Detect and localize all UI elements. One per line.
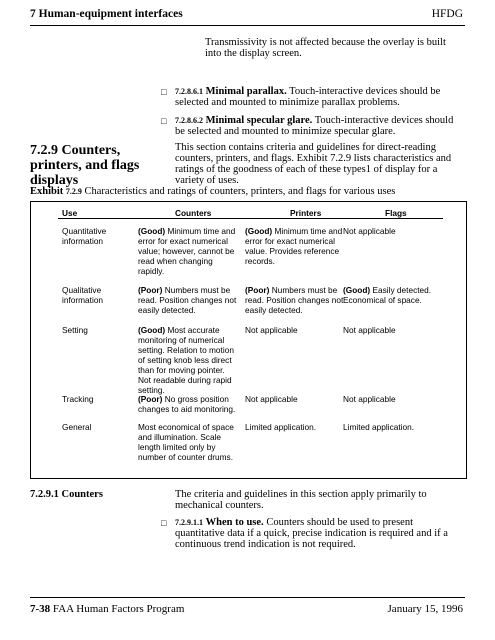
cell-text: No gross position changes to aid monitoring. bbox=[138, 394, 236, 414]
exhibit-number: 7.2.9 bbox=[65, 187, 82, 196]
table-cell-flags bbox=[343, 394, 453, 404]
cell-text: Limited application. bbox=[245, 422, 317, 432]
col-header-printers: Printers bbox=[290, 208, 322, 218]
exhibit-caption bbox=[30, 186, 470, 197]
table-cell-counters bbox=[138, 285, 238, 315]
rating-label: (Poor) bbox=[138, 394, 163, 404]
cell-text: Not applicable bbox=[343, 394, 396, 404]
col-header-flags: Flags bbox=[385, 208, 407, 218]
table-cell-flags bbox=[343, 226, 453, 236]
table-cell-flags bbox=[343, 422, 453, 432]
cell-text: Limited application. bbox=[343, 422, 415, 432]
subsection-heading: 7.2.9.1 Counters bbox=[30, 489, 103, 500]
col-header-use: Use bbox=[62, 208, 78, 218]
cell-text: Not applicable bbox=[245, 325, 298, 335]
footer-program: FAA Human Factors Program bbox=[52, 603, 185, 615]
running-header-right: HFDG bbox=[431, 8, 463, 20]
table-cell-printers bbox=[245, 285, 345, 315]
table-cell-printers bbox=[245, 325, 345, 335]
guideline-number: 7.2.9.1.1 bbox=[175, 518, 203, 527]
subsection-text: The criteria and guidelines in this section apply primarily to mechanical counters. bbox=[175, 489, 427, 511]
table-cell-printers bbox=[245, 226, 345, 266]
exhibit-label: Exhibit bbox=[30, 186, 64, 197]
guideline-minimal-glare bbox=[175, 115, 455, 137]
table-cell-use: Qualitative information bbox=[62, 285, 104, 305]
cell-text: Not applicable bbox=[245, 394, 298, 404]
rating-label: (Good) bbox=[138, 325, 166, 335]
guideline-title: Minimal specular glare. bbox=[205, 115, 313, 126]
guideline-text: Touch-interactive devices should be selected and mounted to minimize specular glare. bbox=[175, 115, 454, 137]
guideline-when-to-use bbox=[175, 517, 460, 550]
table-cell-flags bbox=[343, 285, 453, 305]
footer-left bbox=[30, 603, 184, 615]
page-number: 7-38 bbox=[30, 603, 51, 615]
header-rule bbox=[30, 25, 465, 26]
exhibit-caption-text: Characteristics and ratings of counters, printers, and flags for various uses bbox=[84, 186, 396, 197]
cell-text: Numbers must be read. Position changes not easily detected. bbox=[138, 285, 237, 315]
checkbox-icon: □ bbox=[161, 116, 167, 126]
cell-text: Most economical of space and illumination. Scale length limited only by number of counter drums. bbox=[138, 422, 234, 462]
cell-text: Easily detected. Economical of space. bbox=[343, 285, 432, 305]
guideline-title: When to use. bbox=[205, 517, 264, 528]
cell-text: Not applicable bbox=[343, 325, 396, 335]
rating-label: (Good) bbox=[138, 226, 166, 236]
checkbox-icon: □ bbox=[161, 518, 167, 528]
col-header-counters: Counters bbox=[175, 208, 212, 218]
cell-text: Minimum time and error for exact numerical value; however, cannot be read when changing rapidly. bbox=[138, 226, 236, 276]
table-cell-counters bbox=[138, 422, 238, 462]
table-cell-use: Tracking bbox=[62, 394, 94, 404]
rating-label: (Good) bbox=[245, 226, 273, 236]
table-cell-counters bbox=[138, 325, 238, 395]
rating-label: (Good) bbox=[343, 285, 371, 295]
cell-text: Minimum time and error for exact numerical value. Provides reference records. bbox=[245, 226, 343, 266]
guideline-title: Minimal parallax. bbox=[205, 86, 287, 97]
guideline-minimal-parallax bbox=[175, 86, 455, 108]
table-cell-printers bbox=[245, 394, 345, 404]
rating-label: (Poor) bbox=[138, 285, 163, 295]
footer-date: January 15, 1996 bbox=[387, 603, 463, 615]
table-header-rule bbox=[58, 218, 443, 219]
cell-text: Most accurate monitoring of numerical setting. Relation to motion of setting knob less direct than for moving pointer. Not readable during rapid setting. bbox=[138, 325, 234, 395]
guideline-number: 7.2.8.6.2 bbox=[175, 116, 203, 125]
table-cell-use: General bbox=[62, 422, 92, 432]
footer-rule bbox=[30, 597, 465, 598]
section-intro: This section contains criteria and guidelines for direct-reading counters, printers, and flags. Exhibit 7.2.9 lists characteristics and ratings of the goodness of each of these types1 of display for a variety of uses. bbox=[175, 142, 452, 186]
guideline-text: Touch-interactive devices should be selected and mounted to minimize parallax problems. bbox=[175, 86, 441, 108]
table-cell-counters bbox=[138, 226, 238, 276]
table-cell-use: Setting bbox=[62, 325, 88, 335]
cell-text: Not applicable bbox=[343, 226, 396, 236]
table-cell-printers bbox=[245, 422, 345, 432]
section-heading: 7.2.9 Counters, printers, and flags displays bbox=[30, 143, 140, 188]
guideline-number: 7.2.8.6.1 bbox=[175, 87, 203, 96]
guideline-text: Counters should be used to present quantitative data if a quick, precise indication is required and if a continuous trend indication is not required. bbox=[175, 517, 448, 550]
cell-text: Numbers must be read. Position changes not easily detected. bbox=[245, 285, 344, 315]
running-header-left: 7 Human-equipment interfaces bbox=[30, 8, 183, 20]
checkbox-icon: □ bbox=[161, 87, 167, 97]
rating-label: (Poor) bbox=[245, 285, 270, 295]
table-cell-counters bbox=[138, 394, 238, 414]
table-cell-flags bbox=[343, 325, 453, 335]
intro-paragraph: Transmissivity is not affected because the overlay is built into the display screen. bbox=[205, 37, 446, 59]
table-cell-use: Quantitative information bbox=[62, 226, 107, 246]
